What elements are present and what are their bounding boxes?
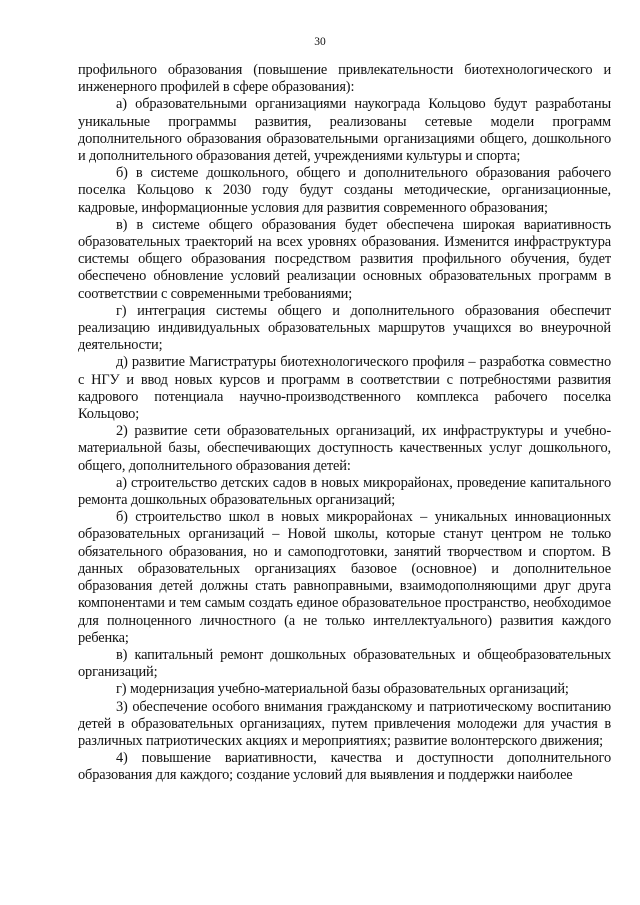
paragraph: в) капитальный ремонт дошкольных образовательных и общеобразовательных организаций; <box>78 646 611 681</box>
paragraph: профильного образования (повышение привлекательности биотехнологического и инженерного профилей в сфере образования): <box>78 62 611 96</box>
paragraph: б) строительство школ в новых микрорайонах – уникальных инновационных образовательных организаций – Новой школы, которые станут центром не только обязательного образования, но и самоподготовки, занятий творчеством и спортом. В данных образовательных организациях базовое (основное) и дополнительное образования детей должны стать равноправными, взаимодополняющими друг друга компонентами и тем самым создать единое образовательное пространство, необходимое для полноценного личностного (а не только интеллектуального) развития каждого ребенка; <box>78 509 611 646</box>
paragraph: 3) обеспечение особого внимания гражданскому и патриотическому воспитанию детей в образовательных организациях, путем привлечения молодежи для участия в различных патриотических акциях и мероприятиях; развитие волонтерского движения; <box>78 698 611 749</box>
paragraph: д) развитие Магистратуры биотехнологического профиля – разработка совместно с НГУ и ввод новых курсов и программ в соответствии с потребностями развития кадрового потенциала научно-производственного комплекса рабочего поселка Кольцово; <box>78 354 611 423</box>
paragraph: г) модернизация учебно-материальной базы образовательных организаций; <box>116 681 569 698</box>
page-number: 30 <box>314 36 326 48</box>
paragraph: 4) повышение вариативности, качества и доступности дополнительного образования для каждого; создание условий для выявления и поддержки наиболее <box>78 750 611 784</box>
paragraph: в) в системе общего образования будет обеспечена широкая вариативность образовательных траекторий на всех уровнях образования. Изменится инфраструктура системы общего образования посредством развития профильного обучения, будет обеспечено обновление условий реализации основных образовательных программ в соответствии с современными требованиями; <box>78 216 611 302</box>
paragraph: б) в системе дошкольного, общего и дополнительного образования рабочего поселка Кольцово к 2030 году будут созданы методические, организационные, кадровые, информационные условия для развития современного образования; <box>78 165 611 216</box>
paragraph: а) строительство детских садов в новых микрорайонах, проведение капитального ремонта дошкольных образовательных организаций; <box>78 474 611 509</box>
paragraph: г) интеграция системы общего и дополнительного образования обеспечит реализацию индивидуальных образовательных маршрутов учащихся во внеурочной деятельности; <box>78 302 611 354</box>
paragraph: 2) развитие сети образовательных организаций, их инфраструктуры и учебно-материальной базы, обеспечивающих доступность качественных услуг дошкольного, общего, дополнительного образования детей: <box>78 423 611 474</box>
document-body <box>78 62 611 785</box>
paragraph: а) образовательными организациями наукограда Кольцово будут разработаны уникальные программы развития, реализованы сетевые модели программ дополнительного образования образовательными организациями общего, дошкольного и дополнительного образования детей, учреждениями культуры и спорта; <box>78 96 611 165</box>
